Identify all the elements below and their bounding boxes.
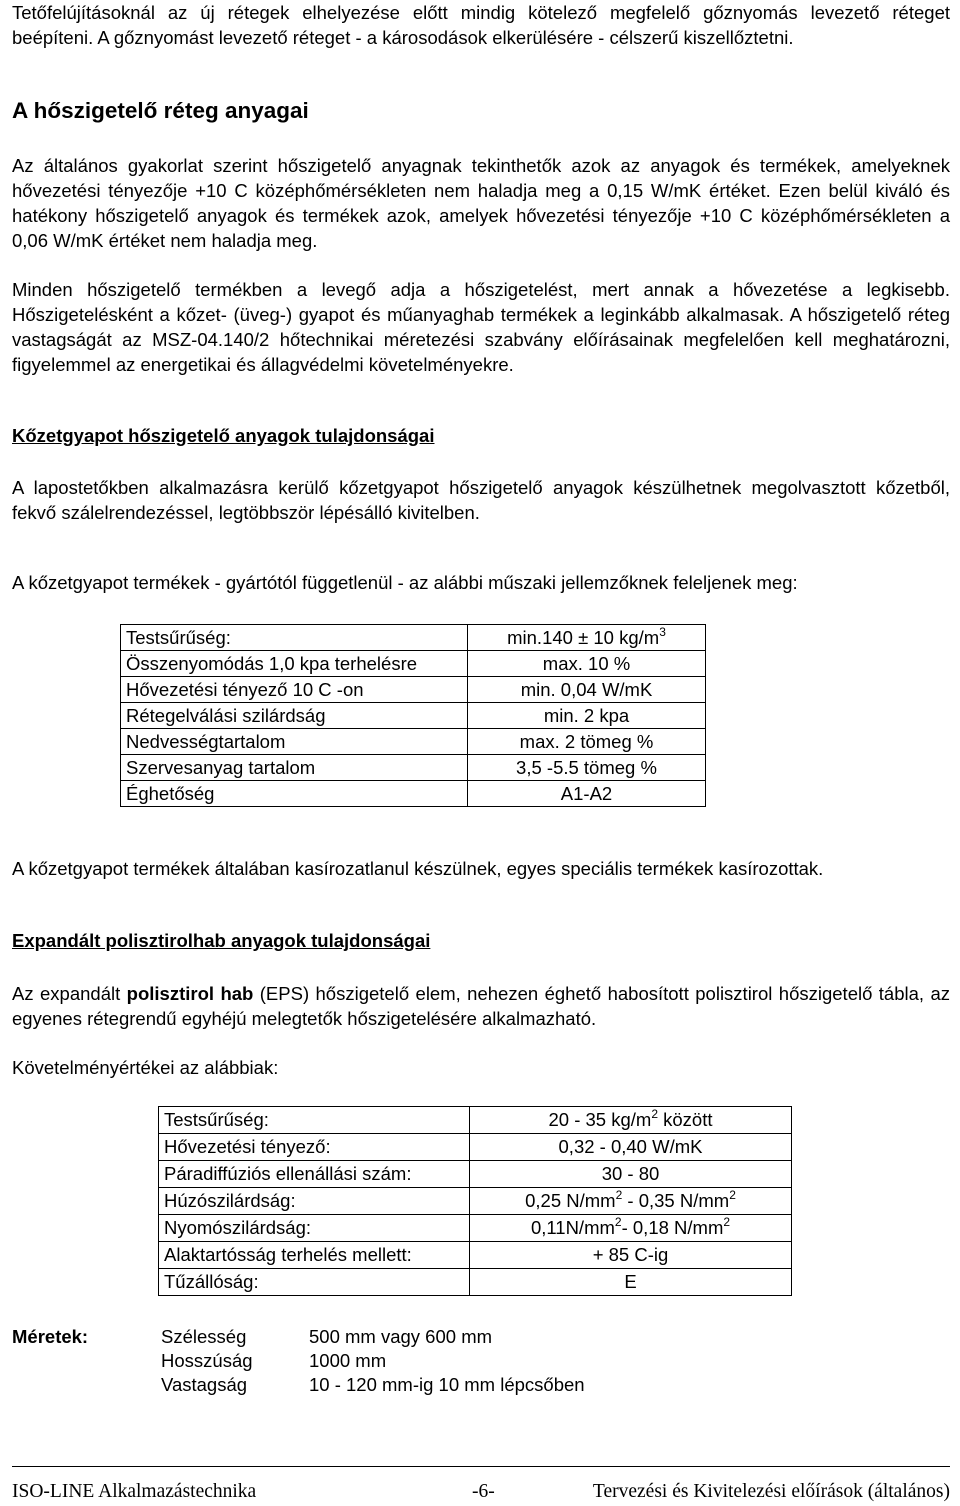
eps-text-pre: Az expandált: [12, 983, 127, 1004]
spec-value-text: 0,32 - 0,40 W/mK: [558, 1136, 703, 1157]
spec-row: [159, 1188, 792, 1215]
paragraph-thermal-conductivity: Az általános gyakorlat szerint hőszigetelő anyagnak tekinthetők azok az anyagok és termékek, amelyeknek hővezetési tényezője +10 C középhőmérsékleten nem haladja meg a 0,15 W/mK értéket. Ezen belül kiváló és hatékony hőszigetelő anyagok és termékek azok, amelyek hővezetési tényezője +10 C középhőmérsékleten a 0,06 W/mK értéket nem haladja meg.: [12, 155, 950, 251]
spec-value: [470, 1242, 792, 1269]
spec-label: Páradiffúziós ellenállási szám:: [159, 1161, 470, 1188]
spec-value: [468, 703, 706, 729]
paragraph-rockwool-lamination: A kőzetgyapot termékek általában kasírozatlanul készülnek, egyes speciális termékek kasírozottak.: [12, 858, 824, 879]
spec-row: [159, 1215, 792, 1242]
spec-label: Nedvességtartalom: [121, 729, 468, 755]
spec-value-exponent: 2: [729, 1187, 736, 1202]
spec-value: [468, 729, 706, 755]
spec-value-text: - 0,18 N/mm: [621, 1217, 724, 1238]
spec-row: [159, 1269, 792, 1296]
spec-label: Testsűrűség:: [159, 1107, 470, 1134]
eps-text-bold: polisztirol hab: [126, 983, 254, 1004]
intro-paragraph: Tetőfelújításoknál az új rétegek elhelyezése előtt mindig kötelező megfelelő gőznyomás levezető réteget beépíteni. A gőznyomást levezető réteget - a károsodások elkerülésére - célszerű kiszellőztetni.: [12, 2, 950, 48]
spec-row: [159, 1134, 792, 1161]
spec-value: [470, 1107, 792, 1134]
dimension-row: [161, 1350, 761, 1375]
spec-row: [121, 781, 706, 807]
eps-text-post: (EPS) hőszigetelő elem, nehezen éghető habosított polisztirol hőszigetelő tábla, az egyenes rétegrendű egyhéjú melegtetők hőszigetelésére alkalmazható.: [12, 983, 951, 1029]
paragraph-rockwool-production: A lapostetőkben alkalmazásra kerülő kőzetgyapot hőszigetelő anyagok készülhetnek megolvasztott kőzetből, fekvő szálelrendezéssel, legtöbbször lépésálló kivitelben.: [12, 477, 950, 523]
paragraph-eps-requirements-intro: Követelményértékei az alábbiak:: [12, 1057, 279, 1078]
spec-value: [470, 1161, 792, 1188]
page-footer: [12, 1481, 950, 1505]
spec-value-exponent: 2: [614, 1214, 622, 1229]
spec-value-text: + 85 C-ig: [592, 1244, 669, 1265]
spec-value: [470, 1188, 792, 1215]
spec-row: [121, 729, 706, 755]
spec-value: [468, 677, 706, 703]
spec-value-text: max. 2 tömeg %: [519, 731, 654, 752]
dimension-value: 10 - 120 mm-ig 10 mm lépcsőben: [309, 1374, 585, 1395]
spec-value-exponent: 3: [659, 624, 666, 639]
spec-value-text: 20 - 35 kg/m: [548, 1109, 652, 1130]
spec-label: Alaktartósság terhelés mellett:: [159, 1242, 470, 1269]
dimension-value: 500 mm vagy 600 mm: [309, 1326, 493, 1347]
dimension-key: Szélesség: [161, 1326, 247, 1347]
spec-label: Hővezetési tényező:: [159, 1134, 470, 1161]
dimension-key: Vastagság: [161, 1374, 248, 1395]
paragraph-eps-description: [12, 981, 950, 1031]
footer-page-number: -6-: [472, 1481, 495, 1502]
spec-value-text: min.140 ± 10 kg/m: [507, 627, 660, 648]
spec-value: [468, 781, 706, 807]
dimension-key: Hosszúság: [161, 1350, 253, 1371]
dimension-row: [161, 1374, 761, 1399]
spec-row: [121, 755, 706, 781]
spec-value-text: A1-A2: [560, 783, 613, 804]
eps-spec-table: [158, 1106, 792, 1296]
section-heading-rockwool: Kőzetgyapot hőszigetelő anyagok tulajdonságai: [12, 425, 435, 446]
dimensions-label: Méretek:: [12, 1326, 89, 1347]
spec-label: Éghetőség: [121, 781, 468, 807]
dimension-value: 1000 mm: [309, 1350, 387, 1371]
spec-row: [159, 1242, 792, 1269]
spec-row: [121, 677, 706, 703]
spec-label: Rétegelválási szilárdság: [121, 703, 468, 729]
spec-value: [468, 625, 706, 651]
spec-value: [468, 755, 706, 781]
spec-row: [159, 1161, 792, 1188]
paragraph-rockwool-requirements: A kőzetgyapot termékek - gyártótól függetlenül - az alábbi műszaki jellemzőknek feleljenek meg:: [12, 572, 798, 593]
dimension-row: [161, 1326, 761, 1351]
spec-value: [470, 1215, 792, 1242]
spec-label: Húzószilárdság:: [159, 1188, 470, 1215]
section-heading-insulation-materials: A hőszigetelő réteg anyagai: [12, 98, 309, 123]
spec-value-text: 0,11N/mm: [530, 1217, 615, 1238]
spec-value-text: 0,25 N/mm: [525, 1190, 616, 1211]
paragraph-air-insulation: Minden hőszigetelő termékben a levegő adja a hőszigetelést, mert annak a hővezetése a legkisebb. Hőszigetelésként a kőzet- (üveg-) gyapot és műanyaghab termékek a leginkább alkalmasak. A hőszigetelő réteg vastagságát az MSZ-04.140/2 hőtechnikai méretezési szabvány előírásainak megfelelően kell meghatározni, figyelemmel az energetikai és állagvédelmi követelményekre.: [12, 279, 950, 375]
spec-value-text: min. 2 kpa: [543, 705, 630, 726]
footer-document-title: Tervezési és Kivitelezési előírások (általános): [592, 1481, 950, 1502]
spec-value-text: min. 0,04 W/mK: [520, 679, 653, 700]
spec-value: [468, 651, 706, 677]
spec-label: Tűzállóság:: [159, 1269, 470, 1296]
footer-divider: [12, 1466, 950, 1467]
spec-row: [121, 625, 706, 651]
footer-company: ISO-LINE Alkalmazástechnika: [12, 1481, 257, 1502]
spec-value-exponent: 2: [723, 1214, 731, 1229]
spec-value-text: 3,5 -5.5 tömeg %: [516, 757, 657, 778]
spec-label: Testsűrűség:: [121, 625, 468, 651]
section-heading-eps: Expandált polisztirolhab anyagok tulajdonságai: [12, 930, 431, 951]
spec-row: [159, 1107, 792, 1134]
spec-value: [470, 1269, 792, 1296]
spec-label: Szervesanyag tartalom: [121, 755, 468, 781]
spec-value-text: 30 - 80: [601, 1163, 660, 1184]
spec-value-text: - 0,35 N/mm: [622, 1190, 730, 1211]
spec-row: [121, 651, 706, 677]
spec-value-exponent: 2: [615, 1187, 623, 1202]
spec-label: Összenyomódás 1,0 kpa terhelésre: [121, 651, 468, 677]
spec-value: [470, 1134, 792, 1161]
spec-value-text: között: [658, 1109, 713, 1130]
spec-value-text: E: [624, 1271, 637, 1292]
spec-row: [121, 703, 706, 729]
spec-value-text: max. 10 %: [542, 653, 631, 674]
spec-label: Hővezetési tényező 10 C -on: [121, 677, 468, 703]
rockwool-spec-table: [120, 624, 706, 807]
spec-value-exponent: 2: [651, 1106, 658, 1121]
spec-label: Nyomószilárdság:: [159, 1215, 470, 1242]
